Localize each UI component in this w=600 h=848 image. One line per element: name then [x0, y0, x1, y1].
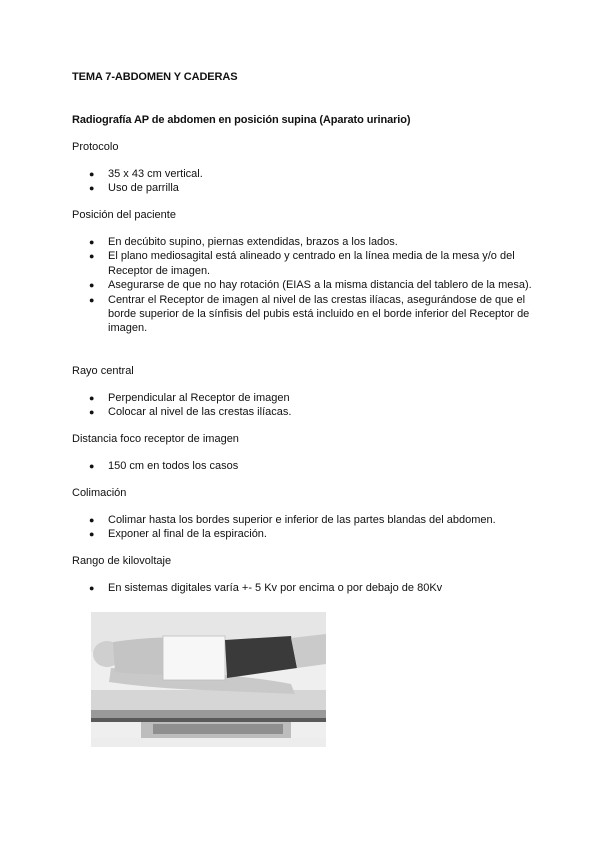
list-rango-kilovoltaje [72, 581, 532, 595]
patient-supine-photo-icon [91, 612, 326, 747]
bullet-icon: ● [89, 237, 95, 247]
bullet-icon: ● [89, 183, 95, 194]
list-item: ● 35 x 43 cm vertical. [89, 168, 203, 180]
list-distancia-foco [72, 459, 532, 473]
heading-colimacion: Colimación [72, 487, 127, 499]
document-title: TEMA 7-ABDOMEN Y CADERAS [72, 71, 238, 83]
list-item: ● En sistemas digitales varía +- 5 Kv por encima o por debajo de 80Kv [89, 582, 443, 594]
list-item: ● Colimar hasta los bordes superior e inferior de las partes blandas del abdomen. [89, 514, 496, 526]
heading-rayo-central: Rayo central [72, 365, 134, 377]
heading-distancia-foco: Distancia foco receptor de imagen [72, 433, 239, 445]
list-rayo-central [72, 391, 532, 420]
list-item: ● En decúbito supino, piernas extendidas, brazos a los lados. [89, 236, 398, 248]
list-protocolo [72, 167, 532, 196]
bullet-icon: ● [89, 393, 95, 403]
patient-supine-photo [91, 612, 326, 747]
bullet-icon: ● [89, 529, 95, 540]
list-item: ● Colocar al nivel de las crestas ilíacas. [89, 406, 292, 419]
list-item: ● El plano mediosagital está alineado y centrado en la línea media de la mesa y/o del Receptor de imagen. [89, 250, 515, 277]
bullet-icon: ● [89, 251, 95, 262]
list-item: ● Perpendicular al Receptor de imagen [89, 392, 290, 404]
bullet-icon: ● [89, 583, 95, 593]
list-item: ● Asegurarse de que no hay rotación (EIAS a la misma distancia del tablero de la mesa). [89, 279, 532, 292]
bullet-icon: ● [89, 280, 95, 291]
heading-rango-kilovoltaje: Rango de kilovoltaje [72, 555, 172, 567]
bullet-icon: ● [89, 461, 95, 471]
bullet-icon: ● [89, 515, 95, 525]
bullet-icon: ● [89, 169, 95, 179]
list-item: ● Exponer al final de la espiración. [89, 528, 267, 541]
list-colimacion [72, 513, 532, 542]
heading-protocolo: Protocolo [72, 141, 119, 153]
list-item: ● Centrar el Receptor de imagen al nivel de las crestas ilíacas, asegurándose de que el borde superior de la sínfisis del pubis está incluido en el borde inferior del Receptor de imagen. [89, 293, 530, 335]
bullet-icon: ● [89, 407, 95, 418]
heading-posicion-paciente: Posición del paciente [72, 209, 176, 221]
list-item: ● 150 cm en todos los casos [89, 460, 239, 472]
list-item: ● Uso de parrilla [89, 182, 179, 195]
list-posicion-paciente [72, 235, 532, 336]
bullet-icon: ● [89, 294, 95, 305]
section-title: Radiografía AP de abdomen en posición supina (Aparato urinario) [72, 114, 411, 126]
